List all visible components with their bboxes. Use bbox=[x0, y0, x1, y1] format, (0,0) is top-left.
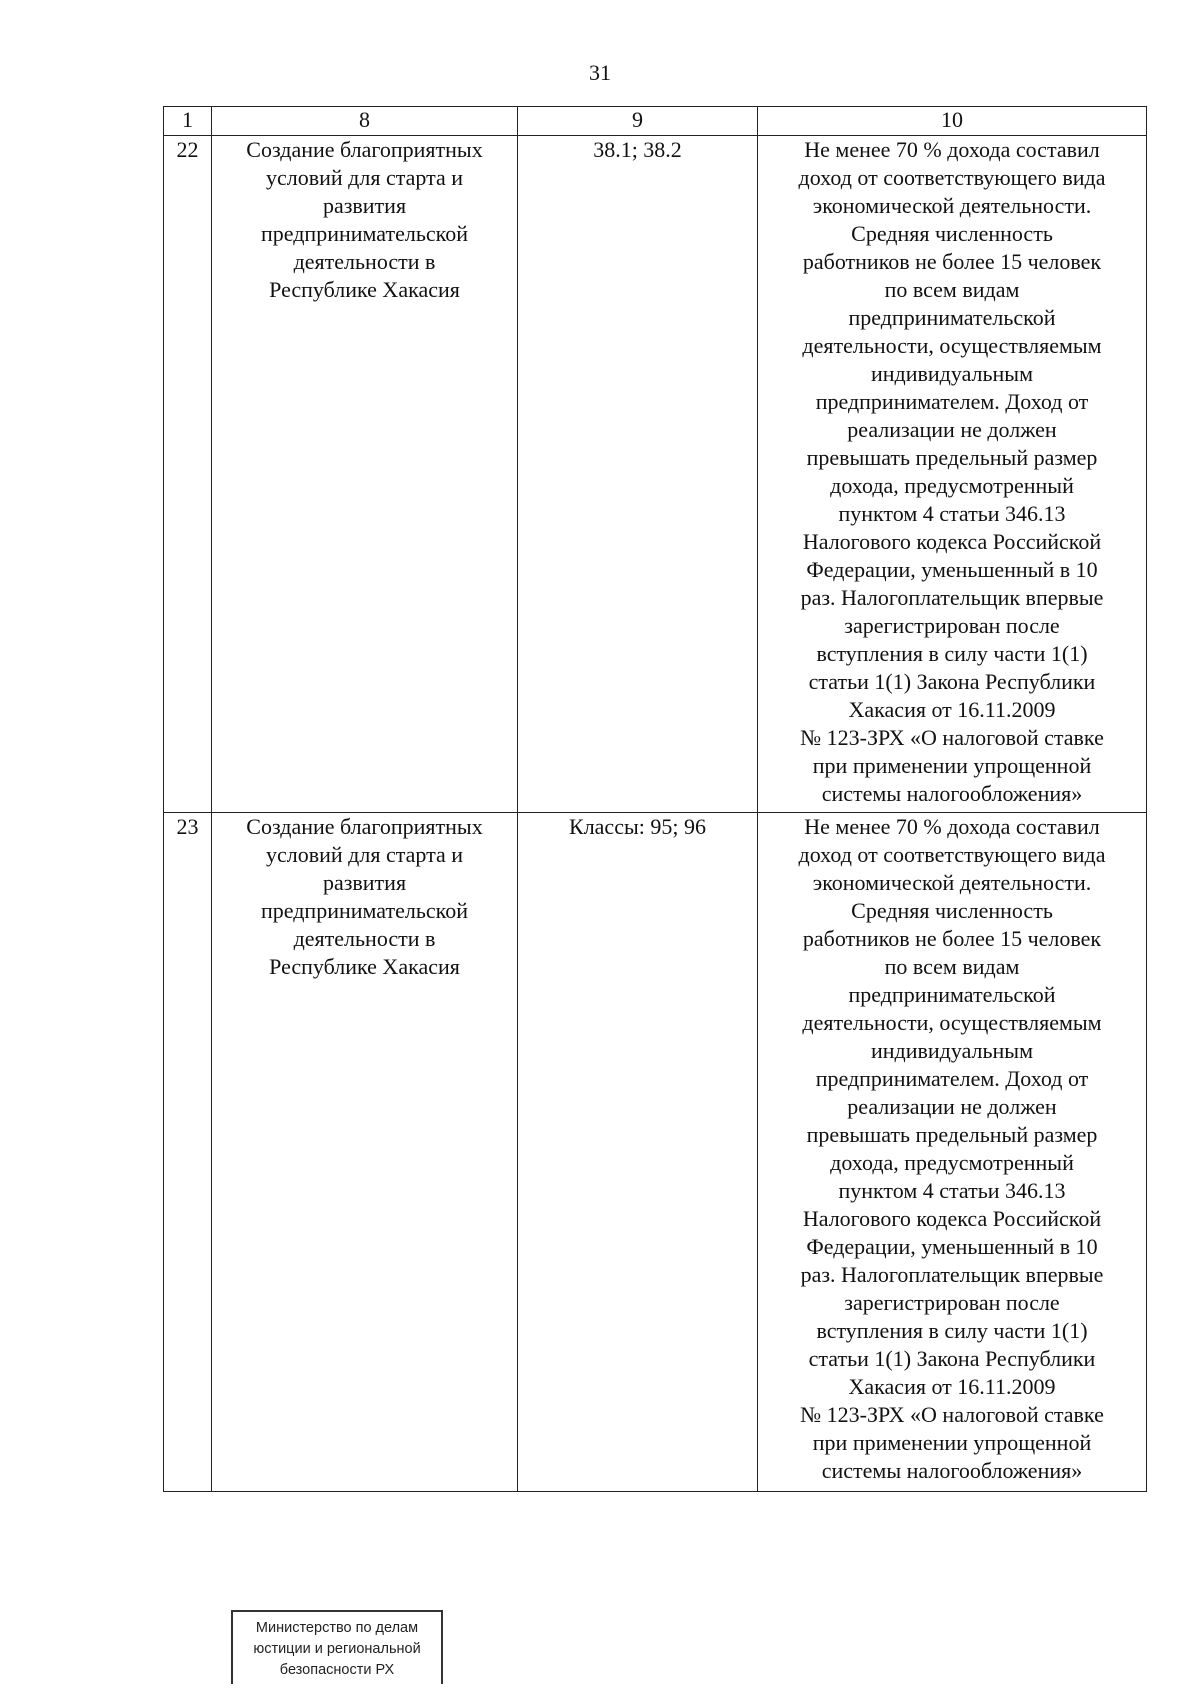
column-header-1: 1 bbox=[164, 107, 212, 136]
column-header-10: 10 bbox=[758, 107, 1147, 136]
stamp-line: юстиции и региональной bbox=[253, 1641, 421, 1657]
table-row bbox=[164, 813, 1147, 1492]
row-name: Создание благоприятных условий для старта и развития предпринимательской деятельности в Республике Хакасия bbox=[212, 136, 518, 813]
row-codes: 38.1; 38.2 bbox=[518, 136, 758, 813]
column-header-9: 9 bbox=[518, 107, 758, 136]
ministry-stamp bbox=[231, 1610, 443, 1684]
row-conditions: Не менее 70 % дохода составил доход от соответствующего вида экономической деятельности. Средняя численность работников не более 15 человек по всем видам предпринимательской деятельности, осуществляемым индивидуальным предпринимателем. Доход от реализации не должен превышать предельный размер дохода, предусмотренный пунктом 4 статьи 346.13 Налогового кодекса Российской Федерации, уменьшенный в 10 раз. Налогоплательщик впервые зарегистрирован после вступления в силу части 1(1) статьи 1(1) Закона Республики Хакасия от 16.11.2009 № 123-ЗРХ «О налоговой ставке при применении упрощенной системы налогообложения» bbox=[758, 136, 1147, 813]
stamp-line: безопасности РХ bbox=[279, 1662, 395, 1678]
row-number: 23 bbox=[164, 813, 212, 1492]
page-number: 31 bbox=[589, 60, 611, 85]
row-name: Создание благоприятных условий для старта и развития предпринимательской деятельности в Республике Хакасия bbox=[212, 813, 518, 1492]
column-header-8: 8 bbox=[212, 107, 518, 136]
document-table bbox=[163, 106, 1147, 1492]
row-codes: Классы: 95; 96 bbox=[518, 813, 758, 1492]
row-conditions: Не менее 70 % дохода составил доход от соответствующего вида экономической деятельности. Средняя численность работников не более 15 человек по всем видам предпринимательской деятельности, осуществляемым индивидуальным предпринимателем. Доход от реализации не должен превышать предельный размер дохода, предусмотренный пунктом 4 статьи 346.13 Налогового кодекса Российской Федерации, уменьшенный в 10 раз. Налогоплательщик впервые зарегистрирован после вступления в силу части 1(1) статьи 1(1) Закона Республики Хакасия от 16.11.2009 № 123-ЗРХ «О налоговой ставке при применении упрощенной системы налогообложения» bbox=[758, 813, 1147, 1492]
row-number: 22 bbox=[164, 136, 212, 813]
stamp-line: Министерство по делам bbox=[255, 1620, 419, 1636]
table-header-row bbox=[164, 107, 1147, 136]
table-row bbox=[164, 136, 1147, 813]
